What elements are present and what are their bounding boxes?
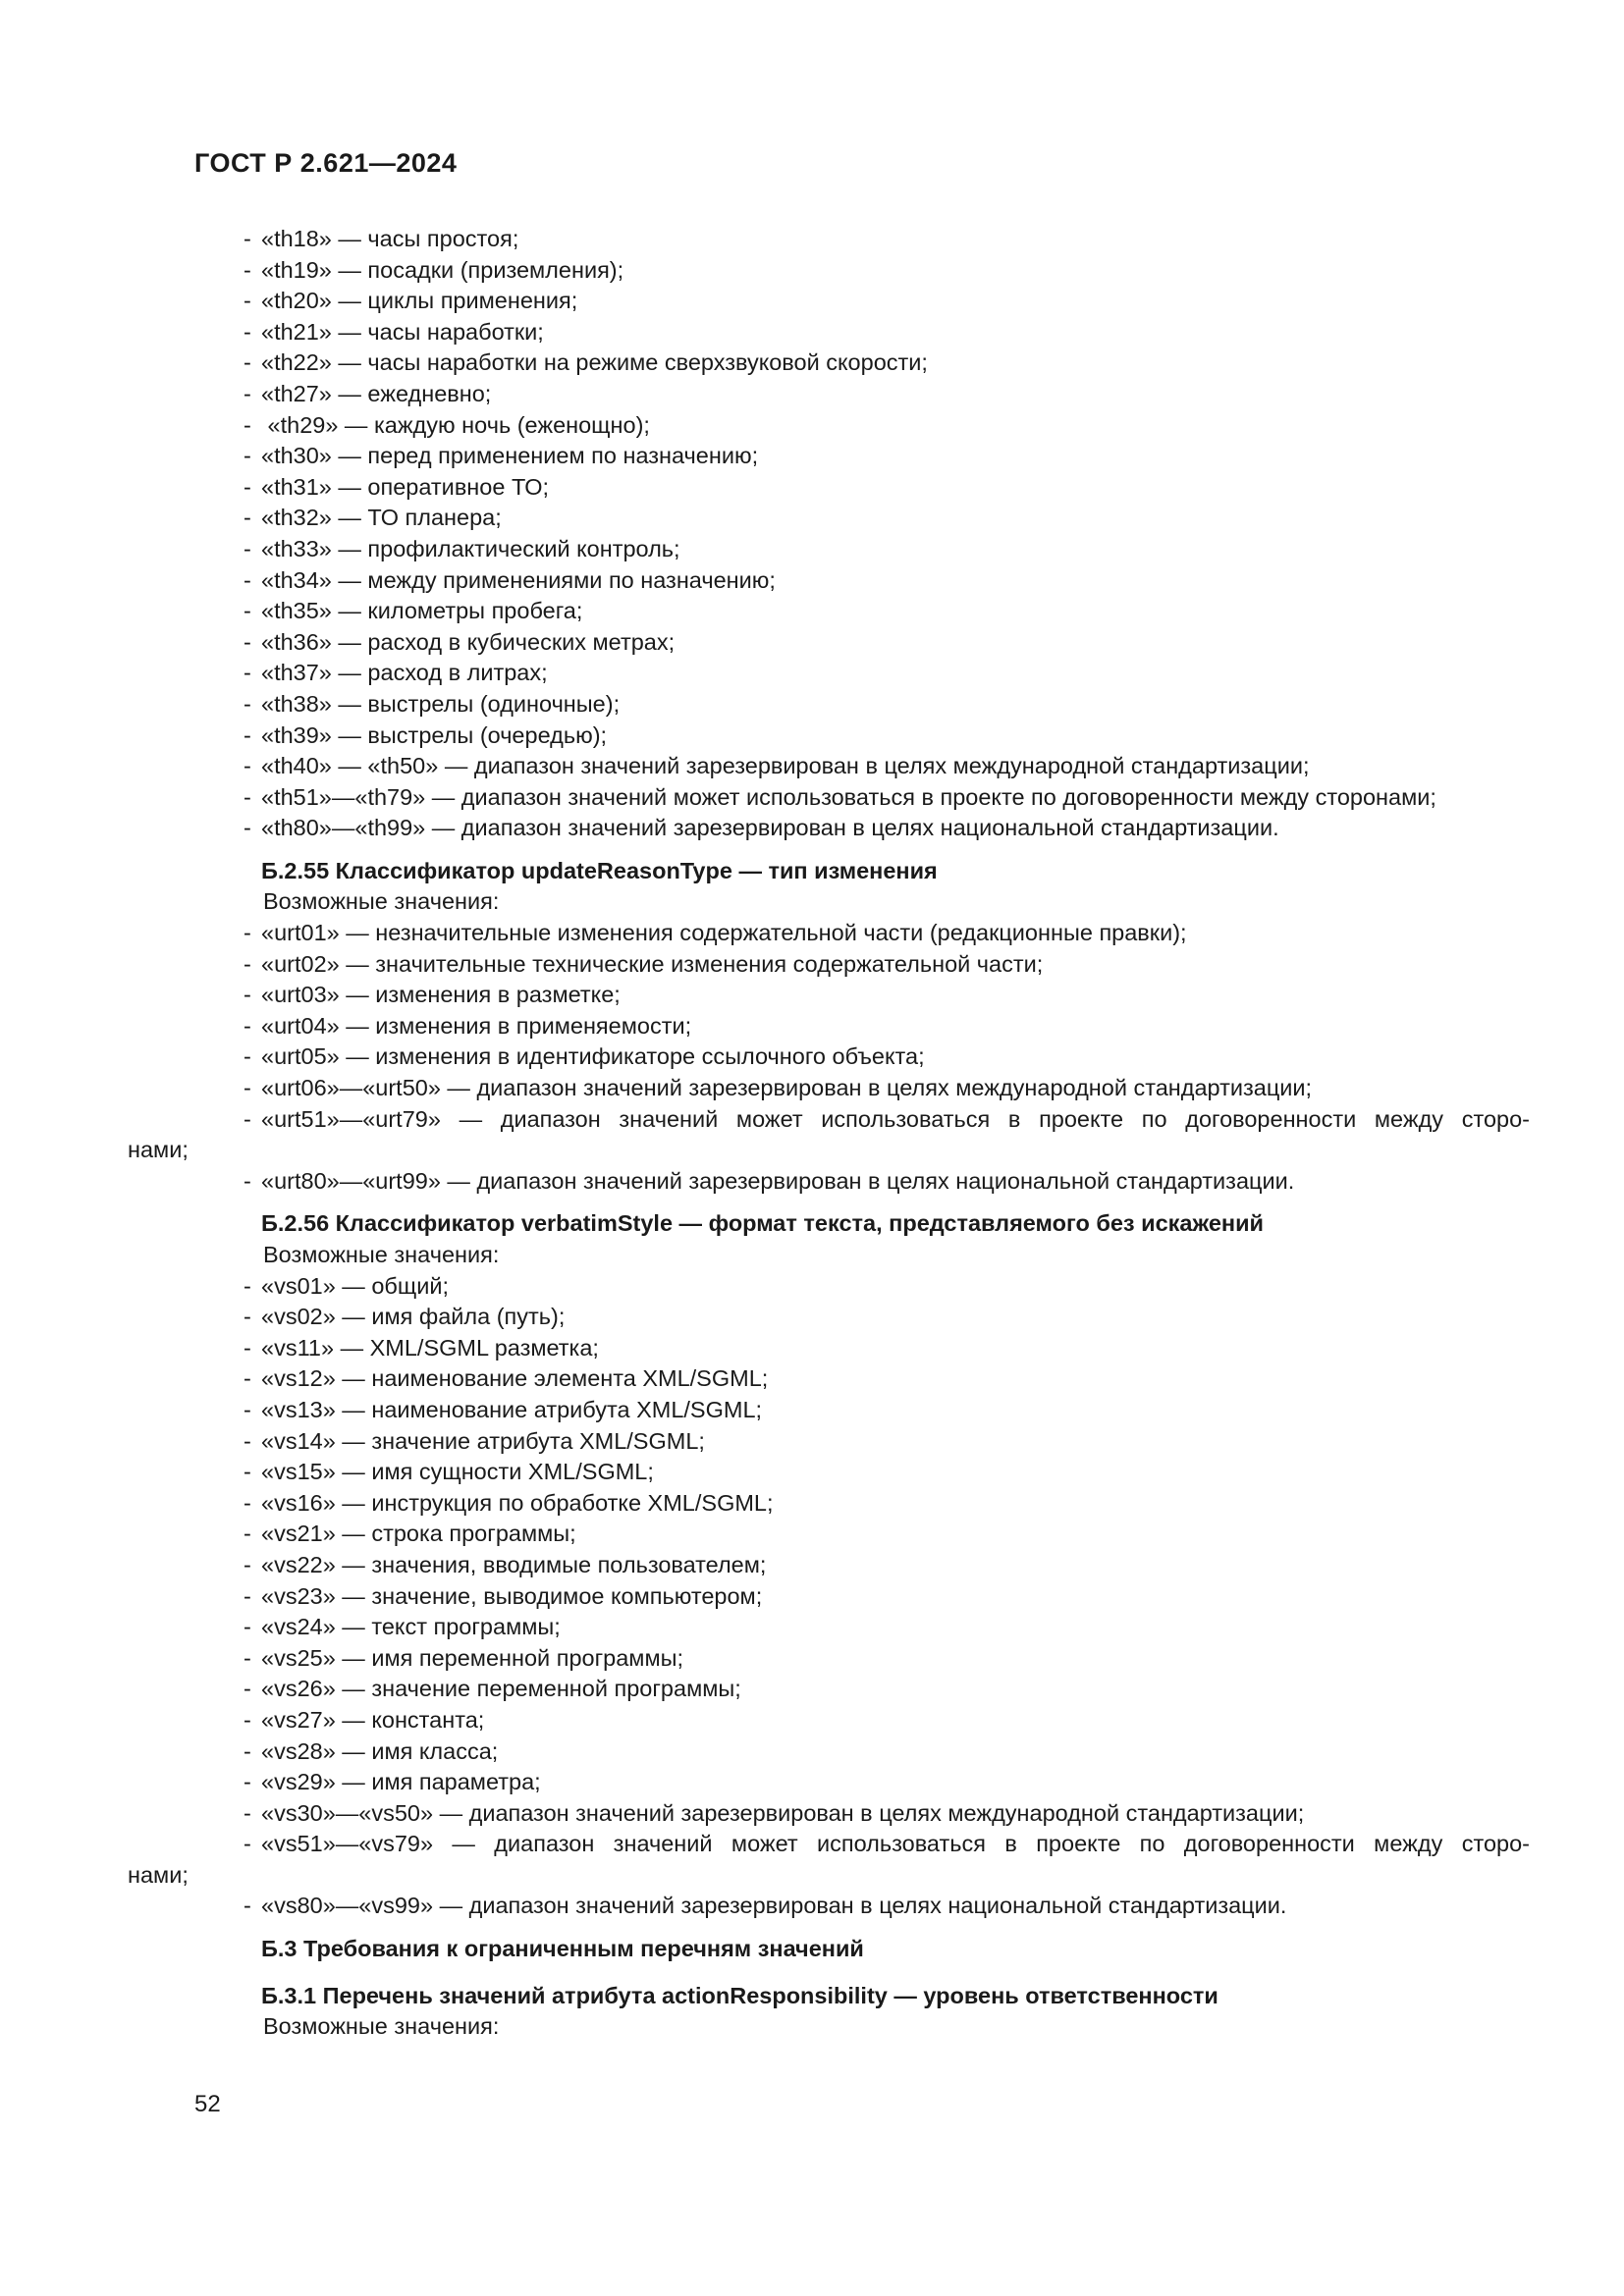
vs-value-list [194,1271,1530,1830]
list-item: - «th19» — посадки (приземления); [244,256,624,283]
list-item: - «urt02» — значительные технические изменения содержательной части; [244,950,1044,977]
list-item: - «vs23» — значение, выводимое компьютером; [244,1582,763,1609]
th-value-list [194,224,1530,844]
list-item: - «th37» — расход в литрах; [244,660,548,686]
list-item: - «vs02» — имя файла (путь); [244,1304,566,1330]
document-body [128,224,1530,2043]
list-item: - «th29» — каждую ночь (еженощно); [244,411,650,438]
list-item: - «th39» — выстрелы (очередью); [244,721,608,748]
list-item: - «vs13» — наименование атрибута XML/SGML; [244,1396,763,1422]
list-item: - «vs29» — имя параметра; [244,1769,541,1795]
list-item-continuation: нами; [128,1137,189,1163]
list-item: - «vs25» — имя переменной программы; [244,1644,684,1671]
list-item: - «vs22» — значения, вводимые пользователем; [244,1551,767,1577]
possible-values-label: Возможные значения: [263,2013,500,2040]
list-item-continuation: нами; [128,1861,189,1888]
list-item: - «vs80»—«vs99» — диапазон значений зарезервирован в целях национальной стандартизации. [244,1893,1287,1919]
list-item: - «urt05» — изменения в идентификаторе ссылочного объекта; [244,1043,925,1070]
section-heading-b256: Б.2.56 Классификатор verbatimStyle — формат текста, представляемого без искажений [261,1210,1264,1237]
section-heading-b255: Б.2.55 Классификатор updateReasonType — тип изменения [261,857,938,883]
list-item: - «vs24» — текст программы; [244,1614,561,1640]
list-item: - «th21» — часы наработки; [244,318,544,345]
list-item: - «th27» — ежедневно; [244,380,492,406]
possible-values-label: Возможные значения: [263,888,500,915]
list-item: - «vs51»—«vs79» — диапазон значений может использоваться в проекте по договоренности между сторо- [244,1831,1530,1857]
list-item: - «vs28» — имя класса; [244,1737,499,1764]
urt-value-list [194,918,1530,1104]
list-item: - «th35» — километры пробега; [244,598,583,624]
list-item: - «urt51»—«urt79» — диапазон значений может использоваться в проекте по договоренности между сторо- [244,1105,1530,1132]
list-item: - «urt01» — незначительные изменения содержательной части (редакционные правки); [244,920,1187,946]
list-item: - «th40» — «th50» — диапазон значений зарезервирован в целях международной стандартизации; [244,753,1310,779]
list-item: - «urt04» — изменения в применяемости; [244,1012,692,1039]
list-item: - «vs30»—«vs50» — диапазон значений зарезервирован в целях международной стандартизации; [244,1799,1305,1826]
list-item: - «vs27» — константа; [244,1706,485,1733]
list-item: - «vs15» — имя сущности XML/SGML; [244,1459,654,1485]
list-item: - «th38» — выстрелы (одиночные); [244,690,621,717]
list-item: - «vs11» — XML/SGML разметка; [244,1334,599,1361]
section-heading-b3: Б.3 Требования к ограниченным перечням значений [261,1936,864,1962]
list-item: - «urt03» — изменения в разметке; [244,982,621,1008]
list-item: - «vs26» — значение переменной программы; [244,1676,741,1702]
list-item: - «th80»—«th99» — диапазон значений зарезервирован в целях национальной стандартизации. [244,815,1279,841]
list-item: - «th32» — ТО планера; [244,505,502,531]
list-item: - «th34» — между применениями по назначению; [244,566,776,593]
possible-values-label: Возможные значения: [263,1242,500,1267]
list-item: - «th22» — часы наработки на режиме сверхзвуковой скорости; [244,349,928,376]
list-item: - «th20» — циклы применения; [244,288,578,314]
list-item: - «th33» — профилактический контроль; [244,535,680,561]
list-item: - «vs21» — строка программы; [244,1521,576,1547]
list-item: - «th31» — оперативное ТО; [244,473,550,500]
list-item: - «vs14» — значение атрибута XML/SGML; [244,1427,705,1454]
list-item: - «vs12» — наименование элемента XML/SGML; [244,1365,769,1392]
list-item: - «th30» — перед применением по назначению; [244,443,759,469]
section-heading-b31: Б.3.1 Перечень значений атрибута actionResponsibility — уровень ответственности [261,1982,1218,2008]
list-item: - «th51»—«th79» — диапазон значений может использоваться в проекте по договоренности между сторонами; [244,783,1436,810]
list-item: - «urt80»—«urt99» — диапазон значений зарезервирован в целях национальной стандартизации. [244,1167,1295,1194]
list-item: - «th36» — расход в кубических метрах; [244,628,676,655]
document-header: ГОСТ Р 2.621—2024 [194,148,458,178]
page-number: 52 [194,2091,221,2117]
list-item: - «urt06»—«urt50» — диапазон значений зарезервирован в целях международной стандартизации; [244,1075,1313,1101]
list-item: - «vs16» — инструкция по обработке XML/SGML; [244,1489,774,1516]
list-item: - «vs01» — общий; [244,1272,449,1299]
list-item: - «th18» — часы простоя; [244,226,519,251]
